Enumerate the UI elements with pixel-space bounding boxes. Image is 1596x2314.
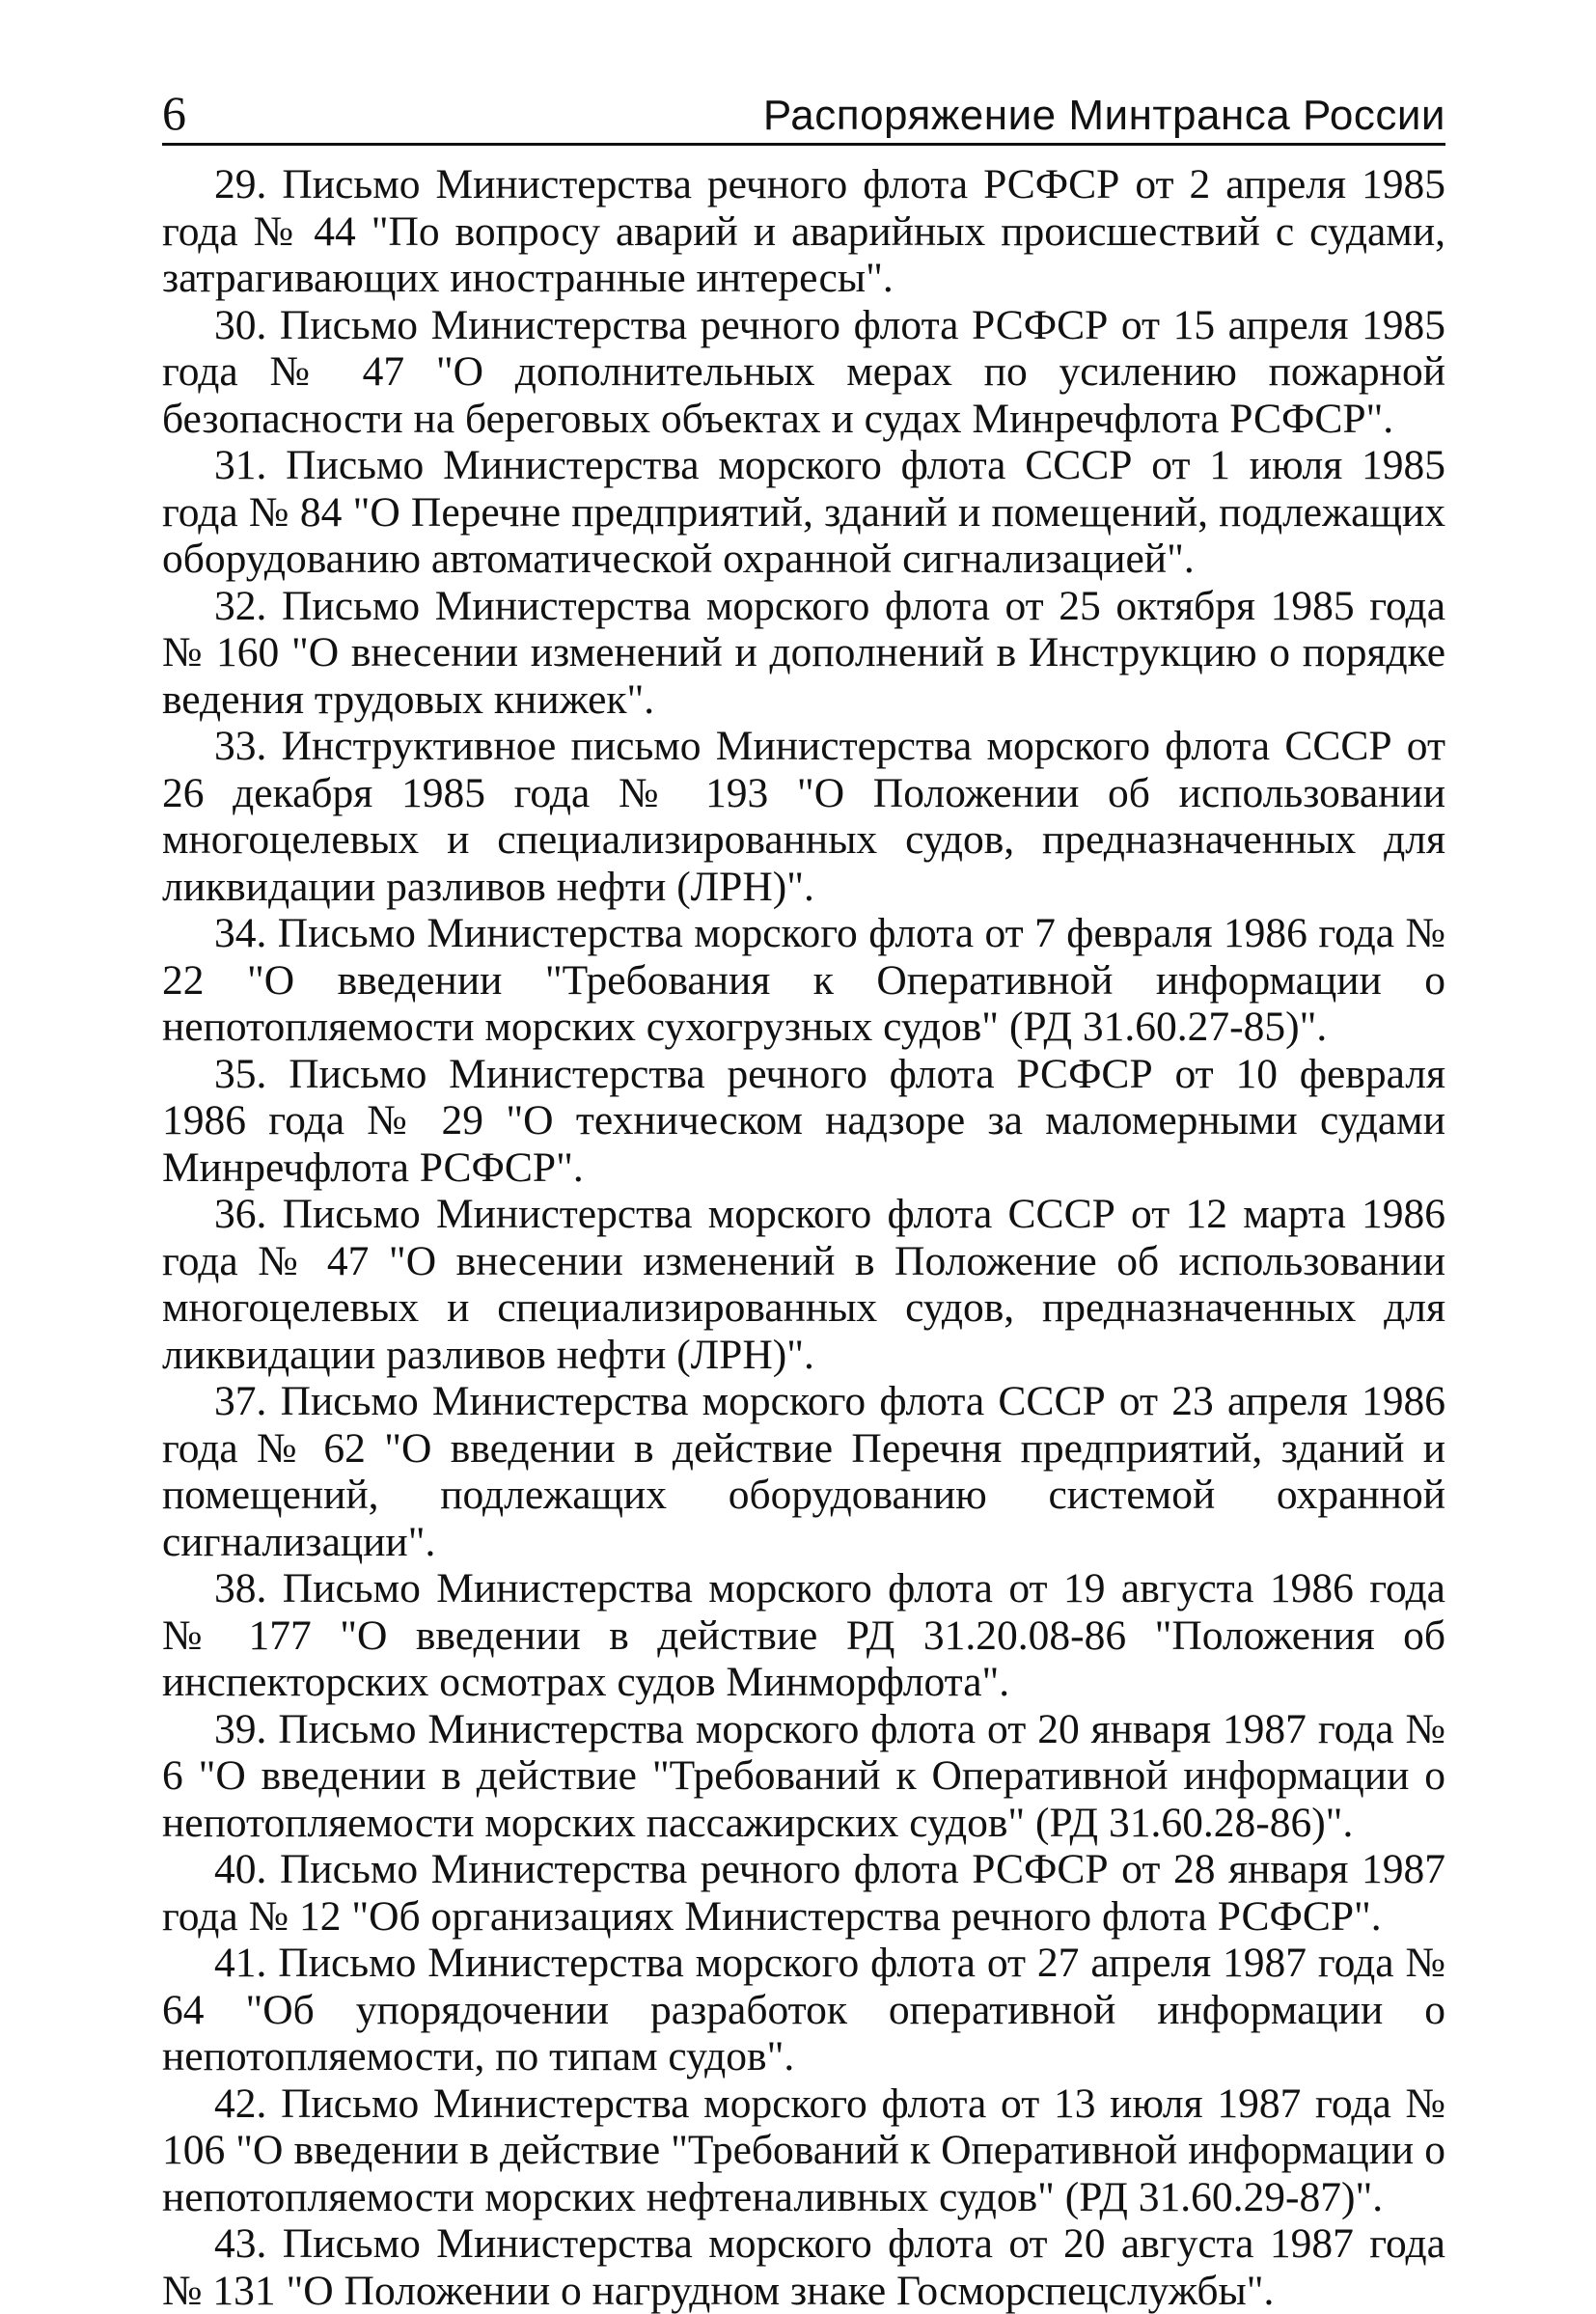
list-item: 37. Письмо Министерства морского флота СССР от 23 апреля 1986 года № 62 "О введении в действие Перечня предприятий, зданий и помещений, подлежащих оборудованию системой охранной сигнализации". [162,1378,1445,1565]
list-item: 30. Письмо Министерства речного флота РСФСР от 15 апреля 1985 года № 47 "О дополнительных мерах по усилению пожарной безопасности на береговых объектах и судах Минречфлота РСФСР". [162,301,1445,442]
list-item: 35. Письмо Министерства речного флота РСФСР от 10 февраля 1986 года № 29 "О техническом надзоре за маломерными судами Минречфлота РСФСР". [162,1050,1445,1191]
list-item: 34. Письмо Министерства морского флота от 7 февраля 1986 года № 22 "О введении "Требования к Оперативной информации о непотопляемости морских сухогрузных судов" (РД 31.60.27-85)". [162,910,1445,1050]
list-item: 36. Письмо Министерства морского флота СССР от 12 марта 1986 года № 47 "О внесении изменений в Положение об использовании многоцелевых и специализированных судов, предназначенных для ликвидации разливов нефти (ЛРН)". [162,1191,1445,1378]
list-item: 29. Письмо Министерства речного флота РСФСР от 2 апреля 1985 года № 44 "По вопросу аварий и аварийных происшествий с судами, затрагивающих иностранные интересы". [162,161,1445,301]
page-number: 6 [162,86,186,140]
entry-list [162,161,1445,2314]
list-item: 41. Письмо Министерства морского флота от 27 апреля 1987 года № 64 "Об упорядочении разработок оперативной информации о непотопляемости, по типам судов". [162,1940,1445,2080]
list-item: 32. Письмо Министерства морского флота от 25 октября 1985 года № 160 "О внесении изменений и дополнений в Инструкцию о порядке ведения трудовых книжек". [162,582,1445,723]
list-item: 33. Инструктивное письмо Министерства морского флота СССР от 26 декабря 1985 года № 193 "О Положении об использовании многоцелевых и специализированных судов, предназначенных для ликвидации разливов нефти (ЛРН)". [162,723,1445,910]
list-item: 38. Письмо Министерства морского флота от 19 августа 1986 года № 177 "О введении в действие РД 31.20.08-86 "Положения об инспекторских осмотрах судов Минморфлота". [162,1565,1445,1705]
list-item: 39. Письмо Министерства морского флота от 20 января 1987 года № 6 "О введении в действие "Требований к Оперативной информации о непотопляемости морских пассажирских судов" (РД 31.60.28-86)". [162,1705,1445,1846]
list-item: 31. Письмо Министерства морского флота СССР от 1 июля 1985 года № 84 "О Перечне предприятий, зданий и помещений, подлежащих оборудованию автоматической охранной сигнализацией". [162,442,1445,582]
list-item: 42. Письмо Министерства морского флота от 13 июля 1987 года № 106 "О введении в действие "Требований к Оперативной информации о непотопляемости морских нефтеналивных судов" (РД 31.60.29-87)". [162,2080,1445,2220]
header-title: Распоряжение Минтранса России [762,92,1445,139]
running-header [162,77,1445,146]
list-item: 40. Письмо Министерства речного флота РСФСР от 28 января 1987 года № 12 "Об организациях Министерства речного флота РСФСР". [162,1846,1445,1940]
document-page [162,77,1445,2314]
list-item: 43. Письмо Министерства морского флота от 20 августа 1987 года № 131 "О Положении о нагрудном знаке Госморспецслужбы". [162,2220,1445,2314]
